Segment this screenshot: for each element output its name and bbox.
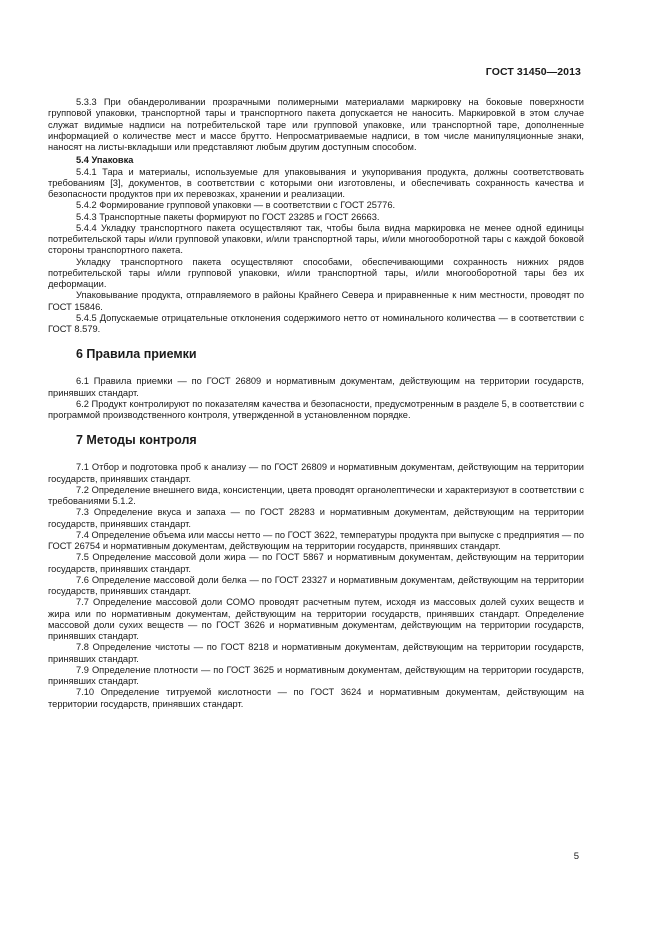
clause-7-4: 7.4 Определение объема или массы нетто — по ГОСТ 3622, температуры продукта при выпуске с предприятия — по ГОСТ 26754 и нормативным документам, действующим на территории государств, принявших стандарт. [48, 529, 584, 551]
clause-7-7: 7.7 Определение массовой доли СОМО проводят расчетным путем, исходя из массовых долей сухих веществ и жира или по нормативным документам, действующим на территории государств, принявших стандарт. Определение массовой доли сухих веществ — по ГОСТ 3626 и нормативным документам, действующим на территории государств, принявших стандарт. [48, 597, 584, 641]
section-heading-7: 7 Методы контроля [76, 433, 197, 448]
section-heading-6: 6 Правила приемки [76, 347, 197, 362]
clause-7-1: 7.1 Отбор и подготовка проб к анализу — по ГОСТ 26809 и нормативным документам, действующим на территории государств, принявших стандарт. [48, 462, 584, 484]
clause-6-1: 6.1 Правила приемки — по ГОСТ 26809 и нормативным документам, действующим на территории государств, принявших стандарт. [48, 376, 584, 398]
clause-5-4-4: 5.4.4 Укладку транспортного пакета осуществляют так, чтобы была видна маркировка не менее одной единицы потребительской тары и/или групповой упаковки, и/или транспортной тары, и/или многооборотной тары с каждой боковой стороны транспортного пакета. [48, 222, 584, 256]
subsection-heading-5-4: 5.4 Упаковка [76, 155, 134, 166]
clause-5-4-2: 5.4.2 Формирование групповой упаковки — в соответствии с ГОСТ 25776. [76, 200, 396, 211]
clause-7-8: 7.8 Определение чистоты — по ГОСТ 8218 и нормативным документам, действующим на территории государств, принявших стандарт. [48, 642, 584, 664]
document-id: ГОСТ 31450—2013 [485, 66, 581, 78]
clause-7-10: 7.10 Определение титруемой кислотности — по ГОСТ 3624 и нормативным документам, действующим на территории государств, принявших стандарт. [48, 687, 584, 709]
clause-7-5: 7.5 Определение массовой доли жира — по ГОСТ 5867 и нормативным документам, действующим на территории государств, принявших стандарт. [48, 552, 584, 574]
page-content [48, 97, 584, 710]
clause-7-2: 7.2 Определение внешнего вида, консистенции, цвета проводят органолептически и характеризуют в соответствии с требованиями 5.1.2. [48, 484, 584, 506]
clause-5-4-3: 5.4.3 Транспортные пакеты формируют по ГОСТ 23285 и ГОСТ 26663. [76, 211, 380, 222]
clause-5-4-4-packing-methods: Укладку транспортного пакета осуществляют способами, обеспечивающими сохранность нижних рядов потребительской тары и/или групповой упаковки, и/или транспортной тары, и/или многооборотной тары без их деформации. [48, 256, 584, 289]
clause-5-4-5: 5.4.5 Допускаемые отрицательные отклонения содержимого нетто от номинального количества — в соответствии с ГОСТ 8.579. [48, 312, 584, 334]
clause-7-6: 7.6 Определение массовой доли белка — по ГОСТ 23327 и нормативным документам, действующим на территории государств, принявших стандарт. [48, 574, 584, 596]
page-number: 5 [573, 851, 579, 862]
clause-5-4-4-far-north: Упаковывание продукта, отправляемого в районы Крайнего Севера и приравненные к ним местности, проводят по ГОСТ 15846. [48, 290, 584, 312]
clause-5-3-3: 5.3.3 При обандероливании прозрачными полимерными материалами маркировку на боковые поверхности групповой упаковки, транспортной тары и транспортного пакета допускается не наносить. Маркировкой в этом случае служат видимые надписи на потребительской таре или групповой упаковке, или транспортной таре, дополненные информацией о количестве мест и массе брутто. Непросматриваемые надписи, в том числе манипуляционные знаки, наносят на листы-вкладыши или представляют любым другим доступным способом. [48, 97, 584, 152]
clause-5-4-1: 5.4.1 Тара и материалы, используемые для упаковывания и укупоривания продукта, должны соответствовать требованиям [3], документов, в соответствии с которыми они изготовлены, и обеспечивать сохранность качества и безопасности продуктов при их перевозках, хранении и реализации. [48, 166, 584, 199]
clause-7-3: 7.3 Определение вкуса и запаха — по ГОСТ 28283 и нормативным документам, действующим на территории государств, принявших стандарт. [48, 507, 584, 529]
clause-6-2: 6.2 Продукт контролируют по показателям качества и безопасности, предусмотренным в разделе 5, в соответствии с программой производственного контроля, утвержденной в установленном порядке. [48, 398, 584, 420]
clause-7-9: 7.9 Определение плотности — по ГОСТ 3625 и нормативным документам, действующим на территории государств, принявших стандарт. [48, 664, 584, 686]
